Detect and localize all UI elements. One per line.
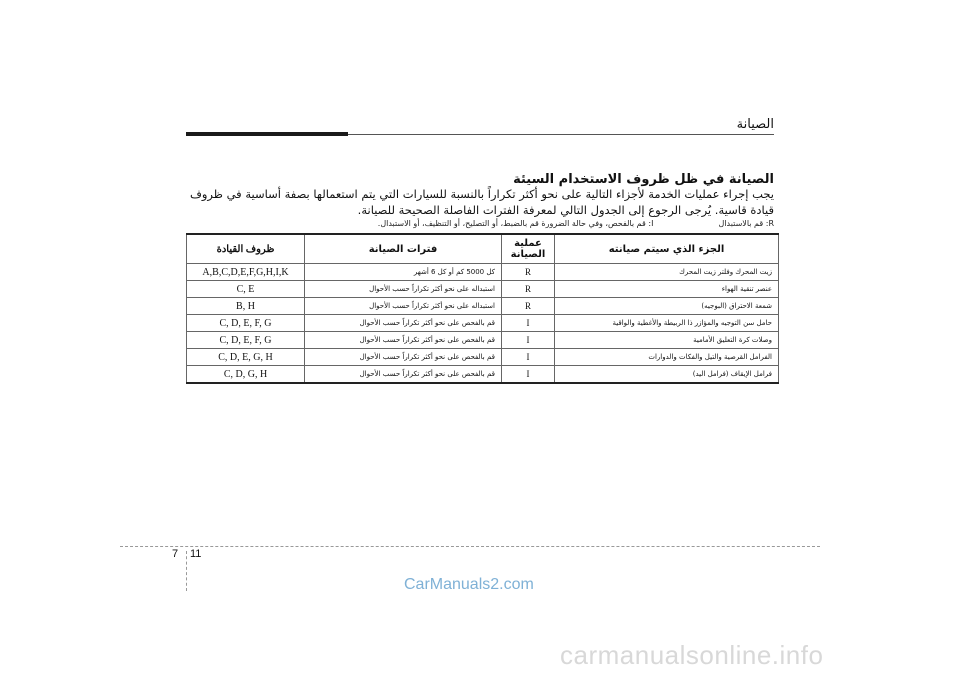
row-conditions: C, D, E, F, G [187,332,305,349]
row-conditions: A,B,C,D,E,F,G,H,I,K [187,264,305,281]
table-row [187,298,779,315]
watermark-link[interactable]: CarManuals2.com [404,576,534,593]
section-heading: الصيانة في ظل ظروف الاستخدام السيئة [513,172,774,187]
page-number: 11 [190,548,202,560]
row-item: حامل سن التوجيه والمؤازر ذا الربيطة والأغطية والواقية [555,315,779,332]
table-row [187,332,779,349]
row-interval: كل 5000 كم أو كل 6 أشهر [305,264,502,281]
maintenance-table [186,233,779,384]
row-freq: I [502,366,555,384]
row-item: عنصر تنقية الهواء [555,281,779,298]
intro-paragraph: يجب إجراء عمليات الخدمة لأجزاء التالية على نحو أكثر تكراراً بالنسبة للسيارات التي يتم استعمالها بصفة أساسية في ظروف قيادة قاسية. يُرجى الرجوع إلى الجدول التالي لمعرفة الفترات الفاصلة الصحيحة للصيانة. [189,187,774,217]
row-freq: R [502,298,555,315]
header-rule-thick [186,132,348,136]
row-conditions: C, D, G, H [187,366,305,384]
row-interval: قم بالفحص على نحو أكثر تكراراً حسب الأحوال [305,315,502,332]
row-item: شمعة الاحتراق (البوجيه) [555,298,779,315]
header-rule-thin [348,134,774,135]
header-interval: فترات الصيانة [305,234,502,264]
row-interval: قم بالفحص على نحو أكثر تكراراً حسب الأحوال [305,366,502,384]
row-conditions: B, H [187,298,305,315]
legend-line [186,219,774,228]
row-item: وصلات كرة التعليق الأمامية [555,332,779,349]
legend-i: I: قم بالفحص، وفي حالة الضرورة قم بالضبط، أو التصليح، أو التنظيف، أو الاستبدال. [377,219,654,228]
page-header-title: الصيانة [736,117,774,132]
row-freq: R [502,264,555,281]
row-freq: I [502,315,555,332]
header-conditions: ظروف القيادة [187,234,305,264]
footer-dashed-vertical [186,551,187,591]
row-freq: I [502,349,555,366]
footer-brand-watermark: carmanualsonline.info [560,640,824,670]
row-conditions: C, D, E, G, H [187,349,305,366]
header-freq: عملية الصيانة [502,234,555,264]
row-interval: قم بالفحص على نحو أكثر تكراراً حسب الأحوال [305,332,502,349]
legend-r: R: قم بالاستبدال [718,219,774,228]
row-conditions: C, E [187,281,305,298]
footer-dashed-rule [120,546,820,547]
row-item: الفرامل القرصية والتيل والفكات والدوارات [555,349,779,366]
row-freq: R [502,281,555,298]
table-header-row [187,234,779,264]
header-item: الجزء الذي سيتم صيانته [555,234,779,264]
table-row [187,264,779,281]
page-chapter-number: 7 [172,548,179,560]
table-row [187,281,779,298]
table-row [187,366,779,384]
row-interval: قم بالفحص على نحو أكثر تكراراً حسب الأحوال [305,349,502,366]
row-item: زيت المحرك وفلتر زيت المحرك [555,264,779,281]
row-conditions: C, D, E, F, G [187,315,305,332]
row-item: فرامل الإيقاف (فرامل اليد) [555,366,779,384]
row-freq: I [502,332,555,349]
row-interval: استبداله على نحو أكثر تكراراً حسب الأحوال [305,281,502,298]
row-interval: استبداله على نحو أكثر تكراراً حسب الأحوال [305,298,502,315]
table-row [187,315,779,332]
table-row [187,349,779,366]
